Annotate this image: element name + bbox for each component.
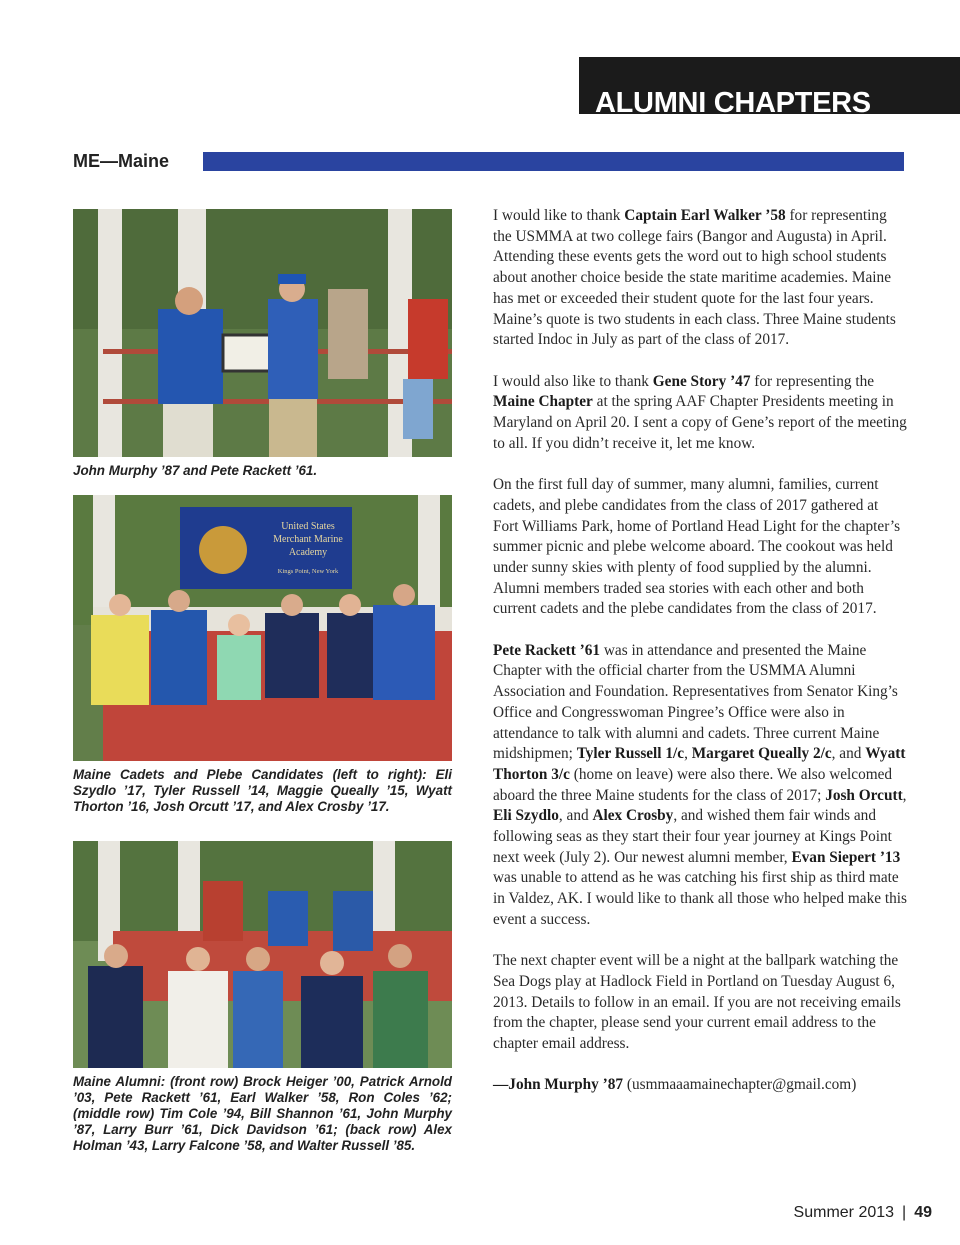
- chapter-rule: [203, 152, 904, 171]
- banner-line: Merchant Marine: [273, 534, 343, 545]
- text-run: , and: [558, 807, 593, 825]
- text-run: ,: [902, 786, 907, 804]
- text-run: at the spring AAF Chapter Presidents meeting in Maryland on April 20. I sent a copy of Gene’s report of the meeting to all. If you didn’t receive it, let me know.: [493, 393, 907, 452]
- text-run: I would like to thank: [493, 207, 625, 224]
- paragraph: [493, 641, 907, 931]
- text-run: I would also like to thank: [493, 372, 653, 390]
- author-email[interactable]: (usmmaaamainechapter@gmail.com): [623, 1076, 857, 1094]
- name-highlight: Margaret Queally 2/c: [691, 745, 832, 763]
- name-highlight: Eli Szydlo: [493, 807, 559, 825]
- section-header-bar: [579, 57, 960, 119]
- banner-line: Academy: [288, 547, 328, 558]
- chapter-label: ME—Maine: [73, 151, 170, 171]
- text-run: was unable to attend as he was catching his first ship as third mate in Valdez, AK. I would like to thank all those who helped make this event a success.: [493, 869, 907, 928]
- name-highlight: Tyler Russell 1/c: [576, 745, 685, 763]
- text-run: for representing the: [750, 372, 875, 390]
- text-run: (home on leave) were also there. We also welcomed aboard the three Maine students for the class of 2017;: [493, 765, 893, 804]
- text-run: ,: [684, 745, 692, 763]
- footer-separator: |: [902, 1204, 907, 1221]
- name-highlight: Captain Earl Walker ’58: [624, 207, 786, 224]
- author-name: —John Murphy ’87: [493, 1076, 624, 1094]
- name-highlight: Wyatt Thorton 3/c: [493, 745, 906, 783]
- text-run: for representing the USMMA at two college fairs (Bangor and Augusta) in April. Attending these events gets the word out to high school students about another choice beside the state maritime academies. Maine has met or exceeded their student quote for the last four years. Maine’s quote is two students in each class. Three Maine students started Indoc in July as part of the class of 2017.: [493, 207, 896, 349]
- signature: [493, 1075, 907, 1096]
- name-highlight: Alex Crosby: [592, 807, 674, 825]
- photo-caption: Maine Alumni: (front row) Brock Heiger ’00, Patrick Arnold ’03, Pete Rackett ’61, Earl Walker ’58, Ron Coles ’62; (middle row) Tim Cole ’94, Bill Shannon ’61, John Murphy ’87, Larry Burr ’61, Dick Davidson ’61; (back row) Alex Holman ’43, Larry Falcone ’58, and Walter Russell ’85.: [73, 1074, 452, 1153]
- text-run: , and: [831, 745, 866, 763]
- name-highlight: Evan Siepert ’13: [791, 848, 901, 866]
- photo-award-presentation: [73, 209, 452, 457]
- banner-line: United States: [281, 521, 335, 532]
- paragraph: [493, 372, 907, 455]
- paragraph: [493, 206, 907, 351]
- paragraph: On the first full day of summer, many alumni, families, current cadets, and plebe candidates from the class of 2017 gathered at Fort Williams Park, home of Portland Head Light for the chapter’s summer picnic and plebe welcome aboard. The cookout was held under sunny skies with plenty of food supplied by the alumni. Alumni members traded sea stories with each other and both current cadets and the plebe candidates from the class of 2017.: [493, 476, 901, 618]
- photo-cadets-and-plebes: [73, 495, 452, 761]
- photo-maine-alumni: [73, 841, 452, 1068]
- issue-label: Summer 2013: [793, 1204, 895, 1221]
- page-number: 49: [914, 1204, 932, 1221]
- name-highlight: Gene Story ’47: [652, 372, 751, 390]
- name-highlight: Maine Chapter: [493, 393, 593, 411]
- article-body: [493, 206, 907, 1117]
- photo-caption: Maine Cadets and Plebe Candidates (left to right): Eli Szydlo ’17, Tyler Russell ’14, Maggie Queally ’15, Wyatt Thorton ’16, Josh Orcutt ’17, and Alex Crosby ’17.: [73, 767, 452, 814]
- paragraph: The next chapter event will be a night at the ballpark watching the Sea Dogs play at Hadlock Field in Portland on Tuesday August 6, 2013. Details to follow in an email. If you are not receiving emails from the chapter, please send your current email address to the chapter email address.: [493, 952, 901, 1053]
- page-footer: [794, 1204, 932, 1222]
- academy-banner: [263, 520, 353, 578]
- name-highlight: Josh Orcutt: [825, 786, 903, 804]
- name-highlight: Pete Rackett ’61: [493, 641, 601, 659]
- text-run: , and wished them fair winds and following seas as they start their four year journey at Kings Point next week (July 2). Our newest alumni member,: [493, 807, 892, 866]
- banner-line: Kings Point, New York: [277, 568, 339, 575]
- page-section-title: ALUMNI CHAPTERS: [595, 87, 871, 119]
- photo-caption: John Murphy ’87 and Pete Rackett ’61.: [73, 463, 318, 478]
- text-run: was in attendance and presented the Maine Chapter with the official charter from the USMMA Alumni Association and Foundation. Representatives from Senator King’s Office and Congresswoman Pingree’s Office were also in attendance to talk with alumni and cadets. Three current Maine midshipmen;: [493, 641, 898, 763]
